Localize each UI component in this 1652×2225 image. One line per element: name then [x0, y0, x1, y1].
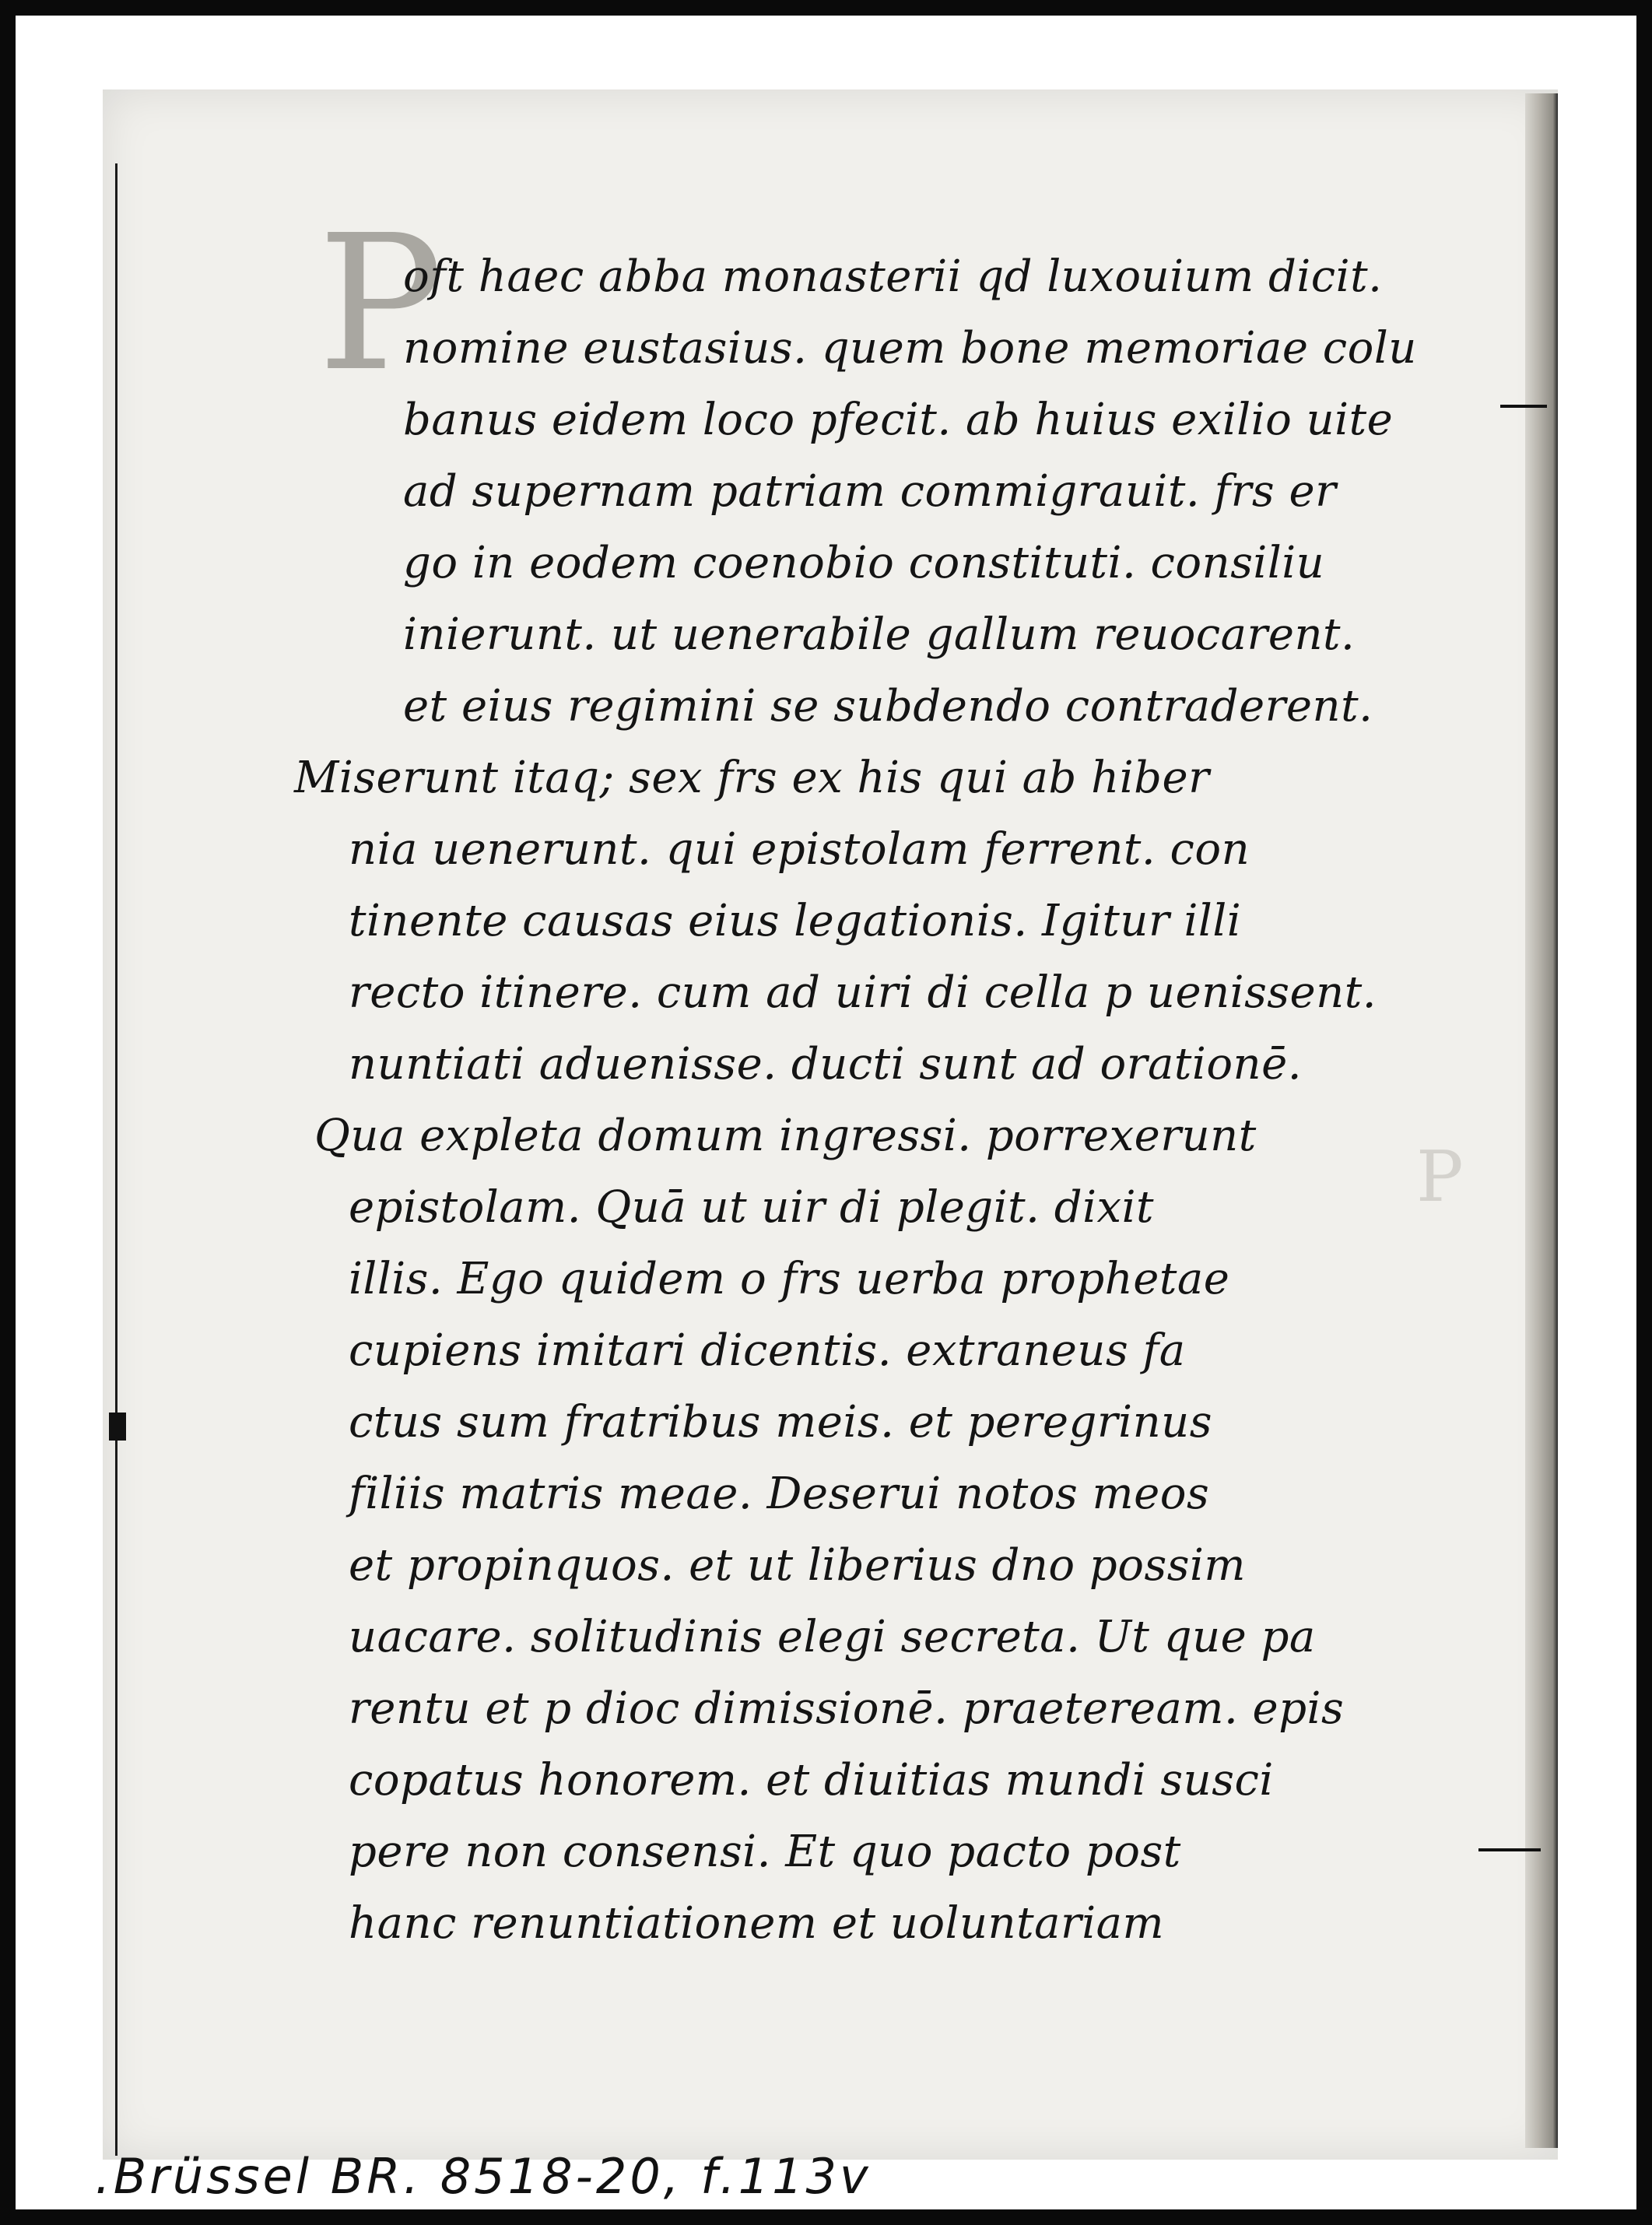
manuscript-line: et eius regimini se subdendo contraderent. — [403, 681, 1373, 732]
manuscript-line: Miserunt itaq; sex frs ex his qui ab hiber — [294, 753, 1210, 803]
folio-edge — [1525, 93, 1558, 2148]
manuscript-line: rentu et p dioc dimissionē. praeteream. epis — [349, 1683, 1345, 1734]
manuscript-text — [294, 241, 1485, 1960]
edge-notch — [1500, 405, 1547, 408]
archive-caption: .Brüssel BR. 8518-20, f.113v — [95, 2148, 872, 2205]
manuscript-line: nia uenerunt. qui epistolam ferrent. con — [349, 824, 1250, 875]
manuscript-line: oft haec abba monasterii qd luxouium dicit. — [403, 251, 1383, 302]
edge-notch — [1478, 1848, 1541, 1851]
manuscript-line: nuntiati aduenisse. ducti sunt ad orationē. — [349, 1039, 1303, 1090]
manuscript-line: Qua expleta domum ingressi. porrexerunt — [314, 1111, 1257, 1161]
edge-notch — [109, 1413, 126, 1441]
manuscript-line: recto itinere. cum ad uiri di cella p uenissent. — [349, 967, 1377, 1018]
manuscript-line: hanc renuntiationem et uoluntariam — [349, 1898, 1165, 1949]
manuscript-line: go in eodem coenobio constituti. consiliu — [403, 538, 1325, 588]
manuscript-line: inierunt. ut uenerabile gallum reuocarent. — [403, 609, 1356, 660]
manuscript-line: ctus sum fratribus meis. et peregrinus — [349, 1397, 1212, 1448]
manuscript-line: et propinquos. et ut liberius dno possim — [349, 1540, 1246, 1591]
manuscript-line: pere non consensi. Et quo pacto post — [349, 1827, 1181, 1877]
manuscript-line: filiis matris meae. Deserui notos meos — [349, 1469, 1210, 1519]
manuscript-line: banus eidem loco pfecit. ab huius exilio uite — [403, 395, 1394, 445]
manuscript-line: epistolam. Quā ut uir di plegit. dixit — [349, 1182, 1155, 1233]
manuscript-line: tinente causas eius legationis. Igitur illi — [349, 896, 1242, 946]
manuscript-line: illis. Ego quidem o frs uerba prophetae — [349, 1254, 1230, 1304]
photo-sheet — [16, 16, 1636, 2209]
manuscript-line: copatus honorem. et diuitias mundi susci — [349, 1755, 1274, 1806]
gutter-line — [115, 163, 117, 2156]
manuscript-line: ad supernam patriam commigrauit. frs er — [403, 466, 1337, 517]
manuscript-line: cupiens imitari dicentis. extraneus fa — [349, 1325, 1186, 1376]
manuscript-line: uacare. solitudinis elegi secreta. Ut que pa — [349, 1612, 1316, 1662]
manuscript-line: nomine eustasius. quem bone memoriae colu — [403, 323, 1417, 374]
show-through-letter: P — [1416, 1136, 1464, 1218]
decorated-initial: P — [317, 195, 444, 412]
